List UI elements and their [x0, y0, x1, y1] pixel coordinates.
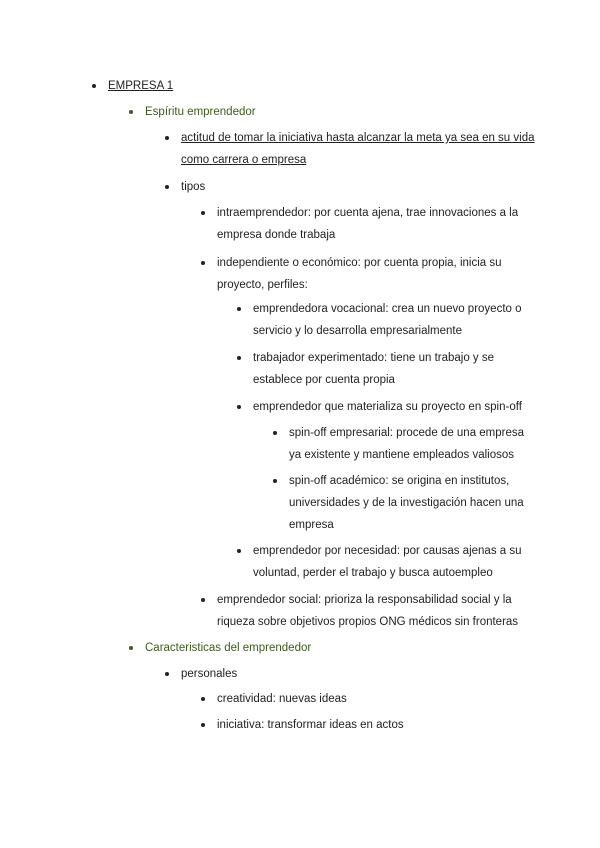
- list-item-text: tipos: [181, 181, 206, 193]
- list-bullet: [237, 549, 241, 553]
- list-bullet: [201, 697, 205, 701]
- list-item-text: Espíritu emprendedor: [145, 106, 256, 118]
- list-item: [253, 540, 522, 584]
- list-item-line: voluntad, perder el trabajo y busca autoempleo: [253, 567, 493, 579]
- list-item: [217, 714, 404, 736]
- list-bullet: [129, 110, 133, 114]
- list-item-line: proyecto, perfiles:: [217, 279, 308, 291]
- list-bullet: [129, 646, 133, 650]
- list-item-text: personales: [181, 668, 238, 680]
- list-item-line: emprendedor social: prioriza la responsabilidad social y la: [217, 594, 512, 606]
- list-item: [253, 298, 522, 342]
- list-item-line: independiente o económico: por cuenta propia, inicia su: [217, 257, 502, 269]
- list-item: [253, 396, 522, 418]
- list-item-line: trabajador experimentado: tiene un trabajo y se: [253, 352, 495, 364]
- list-item-text: iniciativa: transformar ideas en actos: [217, 719, 404, 731]
- section-heading: [145, 637, 311, 659]
- list-item-line: intraemprendedor: por cuenta ajena, trae innovaciones a la: [217, 207, 519, 219]
- list-item-line: empresa: [289, 519, 334, 531]
- list-bullet: [273, 479, 277, 483]
- list-item-line: emprendedora vocacional: crea un nuevo proyecto o: [253, 303, 522, 315]
- list-bullet: [201, 211, 205, 215]
- list-bullet: [201, 723, 205, 727]
- list-item-line: universidades y de la investigación hacen una: [289, 497, 524, 509]
- list-bullet: [237, 356, 241, 360]
- list-bullet: [165, 136, 169, 140]
- list-item: [289, 422, 524, 466]
- list-item-line: spin-off académico: se origina en institutos,: [289, 475, 510, 487]
- list-item-line: emprendedor por necesidad: por causas ajenas a su: [253, 545, 522, 557]
- list-item-text: creatividad: nuevas ideas: [217, 693, 347, 705]
- heading-empresa-1: [108, 75, 173, 97]
- list-item: [217, 202, 518, 246]
- list-item-text: emprendedor que materializa su proyecto en spin-off: [253, 401, 522, 413]
- list-item-line: servicio y lo desarrolla empresarialmente: [253, 325, 462, 337]
- list-bullet: [92, 84, 96, 88]
- list-item: [217, 688, 347, 710]
- list-bullet: [201, 598, 205, 602]
- list-item-line: actitud de tomar la iniciativa hasta alcanzar la meta ya sea en su vida: [181, 132, 535, 144]
- list-bullet: [237, 405, 241, 409]
- section-heading: [145, 101, 256, 123]
- list-bullet: [237, 307, 241, 311]
- list-item-line: riqueza sobre objetivos propios ONG médicos sin fronteras: [217, 616, 519, 628]
- list-item: [181, 127, 535, 171]
- list-bullet: [165, 672, 169, 676]
- list-item: [181, 663, 237, 685]
- list-item: [181, 176, 205, 198]
- list-bullet: [273, 431, 277, 435]
- list-item: [289, 470, 524, 536]
- list-item: [217, 589, 518, 633]
- list-item-line: ya existente y mantiene empleados valiosos: [289, 449, 515, 461]
- list-item-line: empresa donde trabaja: [217, 229, 336, 241]
- list-item-line: spin-off empresarial: procede de una empresa: [289, 427, 525, 439]
- list-item-line: como carrera o empresa: [181, 154, 307, 166]
- list-bullet: [165, 185, 169, 189]
- list-item: [217, 252, 502, 296]
- list-item-text: Caracteristicas del emprendedor: [145, 642, 312, 654]
- list-item-text: EMPRESA 1: [108, 80, 174, 92]
- list-item: [253, 347, 494, 391]
- list-bullet: [201, 261, 205, 265]
- list-item-line: establece por cuenta propia: [253, 374, 395, 386]
